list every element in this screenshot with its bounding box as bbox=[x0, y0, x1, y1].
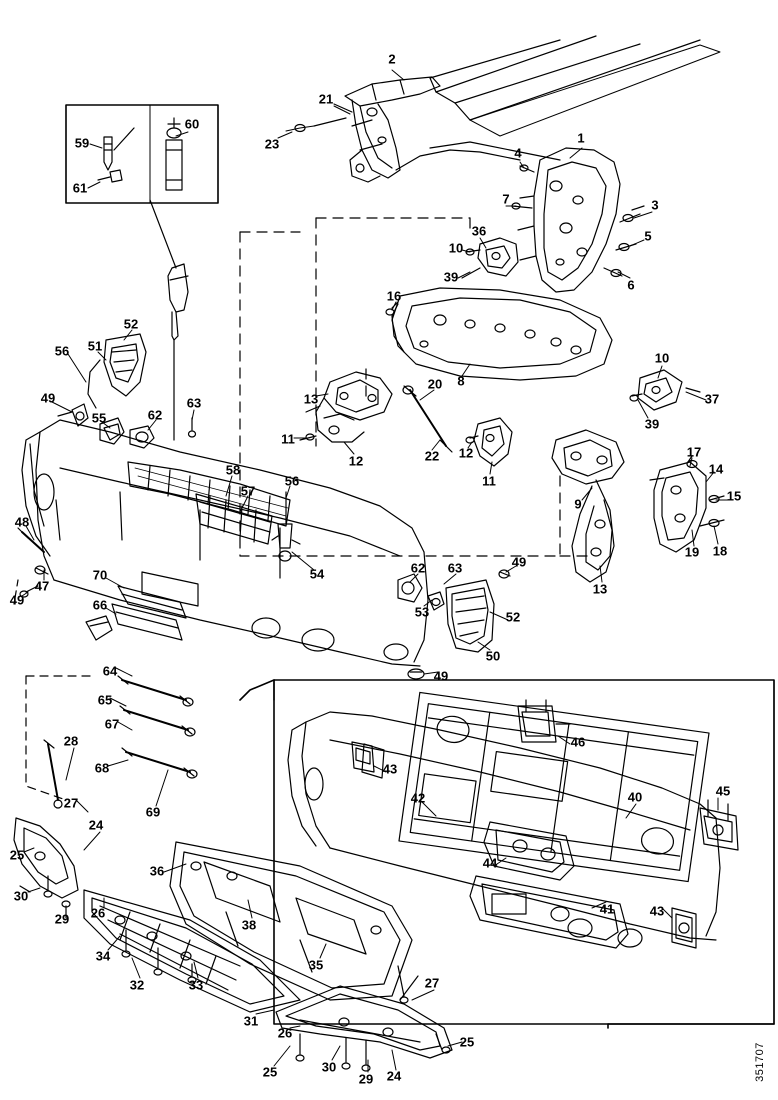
callout-63-right: 63 bbox=[447, 560, 463, 576]
callout-5: 5 bbox=[644, 228, 652, 244]
callout-55: 55 bbox=[91, 410, 107, 426]
callout-12-left: 12 bbox=[348, 453, 364, 469]
callout-26-bottom: 26 bbox=[277, 1025, 293, 1041]
callout-1: 1 bbox=[577, 130, 585, 146]
callout-20: 20 bbox=[427, 376, 443, 392]
callout-66: 66 bbox=[92, 597, 108, 613]
callout-31: 31 bbox=[243, 1013, 259, 1029]
callout-44: 44 bbox=[482, 855, 498, 871]
callout-34: 34 bbox=[95, 948, 111, 964]
callout-6: 6 bbox=[627, 277, 635, 293]
callout-3: 3 bbox=[651, 197, 659, 213]
callout-54: 54 bbox=[309, 566, 325, 582]
callout-30-left: 30 bbox=[13, 888, 29, 904]
callout-24-bottom: 24 bbox=[386, 1068, 402, 1084]
callout-24-left: 24 bbox=[88, 817, 104, 833]
callout-52-right: 52 bbox=[505, 609, 521, 625]
callout-13-left: 13 bbox=[303, 391, 319, 407]
callout-4: 4 bbox=[514, 145, 522, 161]
callout-61: 61 bbox=[72, 180, 88, 196]
callout-10-right: 10 bbox=[654, 350, 670, 366]
callout-62-right: 62 bbox=[410, 560, 426, 576]
callout-41: 41 bbox=[599, 901, 615, 917]
callout-38: 38 bbox=[241, 917, 257, 933]
callout-43-upper: 43 bbox=[382, 761, 398, 777]
callout-49-right: 49 bbox=[511, 554, 527, 570]
callout-64: 64 bbox=[102, 663, 118, 679]
callout-13-right: 13 bbox=[592, 581, 608, 597]
callout-2: 2 bbox=[388, 51, 396, 67]
callout-49-left: 49 bbox=[40, 390, 56, 406]
callout-28: 28 bbox=[63, 733, 79, 749]
callout-52-upper: 52 bbox=[123, 316, 139, 332]
callout-39-right: 39 bbox=[644, 416, 660, 432]
callout-27-bottom: 27 bbox=[424, 975, 440, 991]
callout-17: 17 bbox=[686, 444, 702, 460]
callout-32: 32 bbox=[129, 977, 145, 993]
callout-16: 16 bbox=[386, 288, 402, 304]
callout-49-lower-left: 49 bbox=[9, 592, 25, 608]
callout-11-left: 11 bbox=[281, 431, 295, 447]
callout-33: 33 bbox=[188, 977, 204, 993]
callout-11-right: 11 bbox=[482, 473, 496, 489]
callout-43-lower: 43 bbox=[649, 903, 665, 919]
callout-50: 50 bbox=[485, 648, 501, 664]
callout-22: 22 bbox=[424, 448, 440, 464]
callout-60: 60 bbox=[184, 116, 200, 132]
callout-26-left: 26 bbox=[90, 905, 106, 921]
callout-9: 9 bbox=[574, 496, 582, 512]
callout-23: 23 bbox=[264, 136, 280, 152]
callout-56-left: 56 bbox=[54, 343, 70, 359]
callout-36-lower: 36 bbox=[149, 863, 165, 879]
callout-47: 47 bbox=[34, 578, 50, 594]
callout-56-right: 56 bbox=[284, 473, 300, 489]
callout-12-right: 12 bbox=[458, 445, 474, 461]
callout-10-upper: 10 bbox=[448, 240, 464, 256]
callout-30-bottom: 30 bbox=[321, 1059, 337, 1075]
callout-35: 35 bbox=[308, 957, 324, 973]
callout-37: 37 bbox=[704, 391, 720, 407]
callout-49-bottom: 49 bbox=[433, 668, 449, 684]
callout-45: 45 bbox=[715, 783, 731, 799]
callout-21: 21 bbox=[318, 91, 334, 107]
callout-29-bottom: 29 bbox=[358, 1071, 374, 1087]
callout-57: 57 bbox=[240, 483, 256, 499]
callout-36-upper: 36 bbox=[471, 223, 487, 239]
callout-27-left: 27 bbox=[63, 795, 79, 811]
callout-19: 19 bbox=[684, 544, 700, 560]
callout-42: 42 bbox=[410, 790, 426, 806]
callout-7: 7 bbox=[502, 191, 510, 207]
callout-40: 40 bbox=[627, 789, 643, 805]
callout-25-bottom-right: 25 bbox=[459, 1034, 475, 1050]
callout-58: 58 bbox=[225, 462, 241, 478]
callout-48: 48 bbox=[14, 514, 30, 530]
callout-18: 18 bbox=[712, 543, 728, 559]
callout-65: 65 bbox=[97, 692, 113, 708]
callout-67: 67 bbox=[104, 716, 120, 732]
callout-51: 51 bbox=[87, 338, 103, 354]
callout-15: 15 bbox=[726, 488, 742, 504]
callout-25-left: 25 bbox=[9, 847, 25, 863]
callout-68: 68 bbox=[94, 760, 110, 776]
callout-46: 46 bbox=[570, 734, 586, 750]
callout-62-left: 62 bbox=[147, 407, 163, 423]
callout-59: 59 bbox=[74, 135, 90, 151]
callout-69: 69 bbox=[145, 804, 161, 820]
figure-code: 351707 bbox=[754, 1042, 766, 1082]
callout-14: 14 bbox=[708, 461, 724, 477]
callout-63-left: 63 bbox=[186, 395, 202, 411]
callout-53: 53 bbox=[414, 604, 430, 620]
callout-29-left: 29 bbox=[54, 911, 70, 927]
callout-25-bottom-left: 25 bbox=[262, 1064, 278, 1080]
callout-8: 8 bbox=[457, 373, 465, 389]
callout-39-upper: 39 bbox=[443, 269, 459, 285]
callout-70: 70 bbox=[92, 567, 108, 583]
